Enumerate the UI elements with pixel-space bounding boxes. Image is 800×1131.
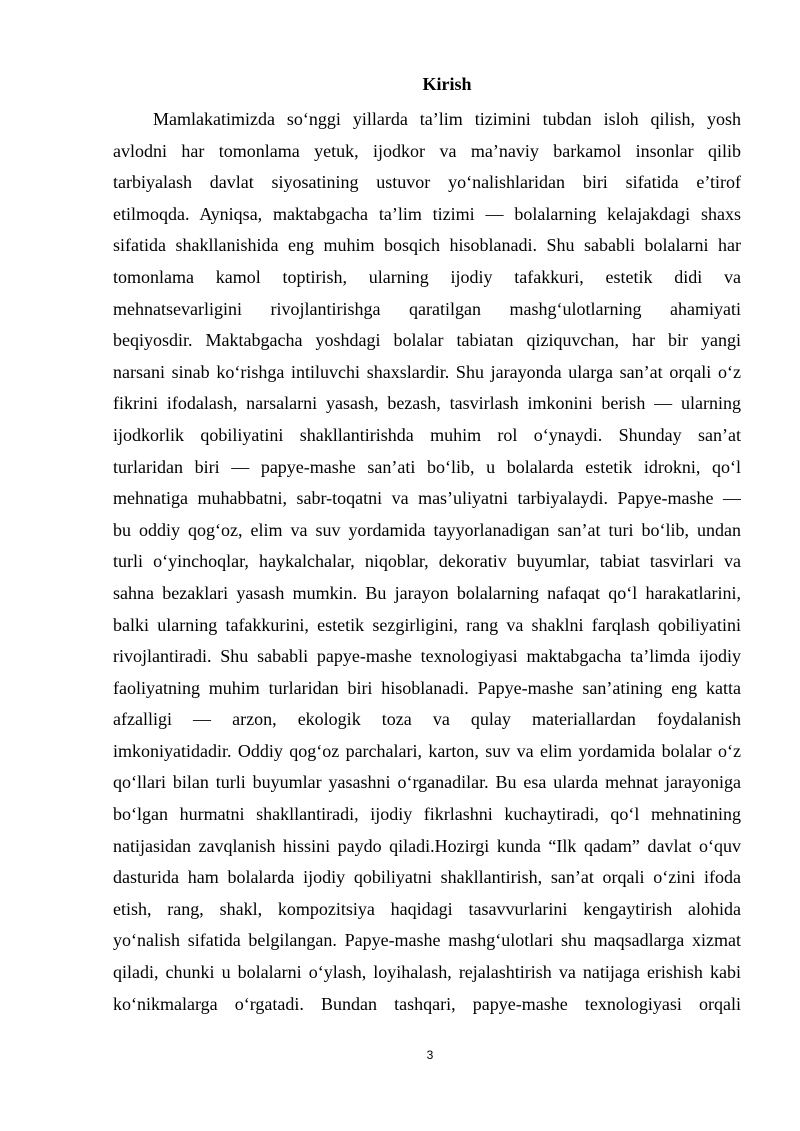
paragraph-line: tarbiyalash davlat siyosatining ustuvor yo‘nalishlaridan biri sifatida e’tirof bbox=[113, 172, 741, 193]
paragraph-line: bu oddiy qog‘oz, elim va suv yordamida tayyorlanadigan san’at turi bo‘lib, undan bbox=[113, 519, 741, 540]
paragraph-line: faoliyatning muhim turlaridan biri hisoblanadi. Papye-mashe san’atining eng katta bbox=[113, 677, 741, 698]
page-title: Kirish bbox=[422, 74, 472, 94]
paragraph-line: ijodkorlik qobiliyatini shakllantirishda muhim rol o‘ynaydi. Shunday san’at bbox=[113, 424, 741, 445]
paragraph-line: tomonlama kamol toptirish, ularning ijodiy tafakkuri, estetik didi va bbox=[113, 266, 741, 287]
paragraph-line: etilmoqda. Ayniqsa, maktabgacha ta’lim tizimi — bolalarning kelajakdagi shaxs bbox=[113, 203, 741, 224]
paragraph-line: narsani sinab ko‘rishga intiluvchi shaxslardir. Shu jarayonda ularga san’at orqali o‘z bbox=[113, 361, 741, 382]
paragraph-line: fikrini ifodalash, narsalarni yasash, bezash, tasvirlash imkonini berish — ularning bbox=[113, 393, 741, 414]
paragraph-line: bo‘lgan hurmatni shakllantiradi, ijodiy fikrlashni kuchaytiradi, qo‘l mehnatining bbox=[113, 804, 741, 825]
paragraph-line: mehnatsevarligini rivojlantirishga qaratilgan mashg‘ulotlarning ahamiyati bbox=[113, 298, 741, 319]
paragraph-line: afzalligi — arzon, ekologik toza va qulay materiallardan foydalanish bbox=[113, 709, 741, 730]
paragraph-line: turli o‘yinchoqlar, haykalchalar, niqoblar, dekorativ buyumlar, tabiat tasvirlari va bbox=[113, 551, 741, 572]
paragraph-line: Mamlakatimizda so‘nggi yillarda ta’lim tizimini tubdan isloh qilish, yosh bbox=[153, 109, 741, 129]
page-number: 3 bbox=[426, 1048, 434, 1062]
paragraph-line: sahna bezaklari yasash mumkin. Bu jarayon bolalarning nafaqat qo‘l harakatlarini, bbox=[113, 582, 741, 603]
paragraph-line: yo‘nalish sifatida belgilangan. Papye-mashe mashg‘ulotlari shu maqsadlarga xizmat bbox=[113, 930, 741, 951]
paragraph-line: mehnatiga muhabbatni, sabr-toqatni va mas’uliyatni tarbiyalaydi. Papye-mashe — bbox=[113, 488, 741, 509]
paragraph-line: turlaridan biri — papye-mashe san’ati bo‘lib, u bolalarda estetik idrokni, qo‘l bbox=[113, 456, 741, 477]
page-number-container bbox=[400, 1046, 460, 1064]
paragraph-line: ko‘nikmalarga o‘rgatadi. Bundan tashqari, papye-mashe texnologiyasi orqali bbox=[113, 993, 741, 1014]
page-title-container bbox=[113, 74, 781, 95]
paragraph-line: qo‘llari bilan turli buyumlar yasashni o‘rganadilar. Bu esa ularda mehnat jarayoniga bbox=[113, 772, 741, 793]
paragraph-line: qiladi, chunki u bolalarni o‘ylash, loyihalash, rejalashtirish va natijaga erishish kabi bbox=[113, 962, 741, 983]
paragraph-line: dasturida ham bolalarda ijodiy qobiliyatni shakllantirish, san’at orqali o‘zini ifoda bbox=[113, 867, 741, 888]
body-paragraph bbox=[113, 104, 741, 1020]
paragraph-line: beqiyosdir. Maktabgacha yoshdagi bolalar tabiatan qiziquvchan, har bir yangi bbox=[113, 330, 741, 351]
paragraph-line: rivojlantiradi. Shu sababli papye-mashe texnologiyasi maktabgacha ta’limda ijodiy bbox=[113, 646, 741, 667]
paragraph-line: balki ularning tafakkurini, estetik sezgirligini, rang va shaklni farqlash qobiliyatini bbox=[113, 614, 741, 635]
paragraph-line: natijasidan zavqlanish hissini paydo qiladi.Hozirgi kunda “Ilk qadam” davlat o‘quv bbox=[113, 835, 741, 856]
paragraph-line: sifatida shakllanishida eng muhim bosqich hisoblanadi. Shu sababli bolalarni har bbox=[113, 235, 741, 256]
paragraph-line: etish, rang, shakl, kompozitsiya haqidagi tasavvurlarini kengaytirish alohida bbox=[113, 898, 741, 919]
paragraph-line: imkoniyatidadir. Oddiy qog‘oz parchalari, karton, suv va elim yordamida bolalar o‘z bbox=[113, 740, 741, 761]
paragraph-line: avlodni har tomonlama yetuk, ijodkor va ma’naviy barkamol insonlar qilib bbox=[113, 140, 741, 161]
